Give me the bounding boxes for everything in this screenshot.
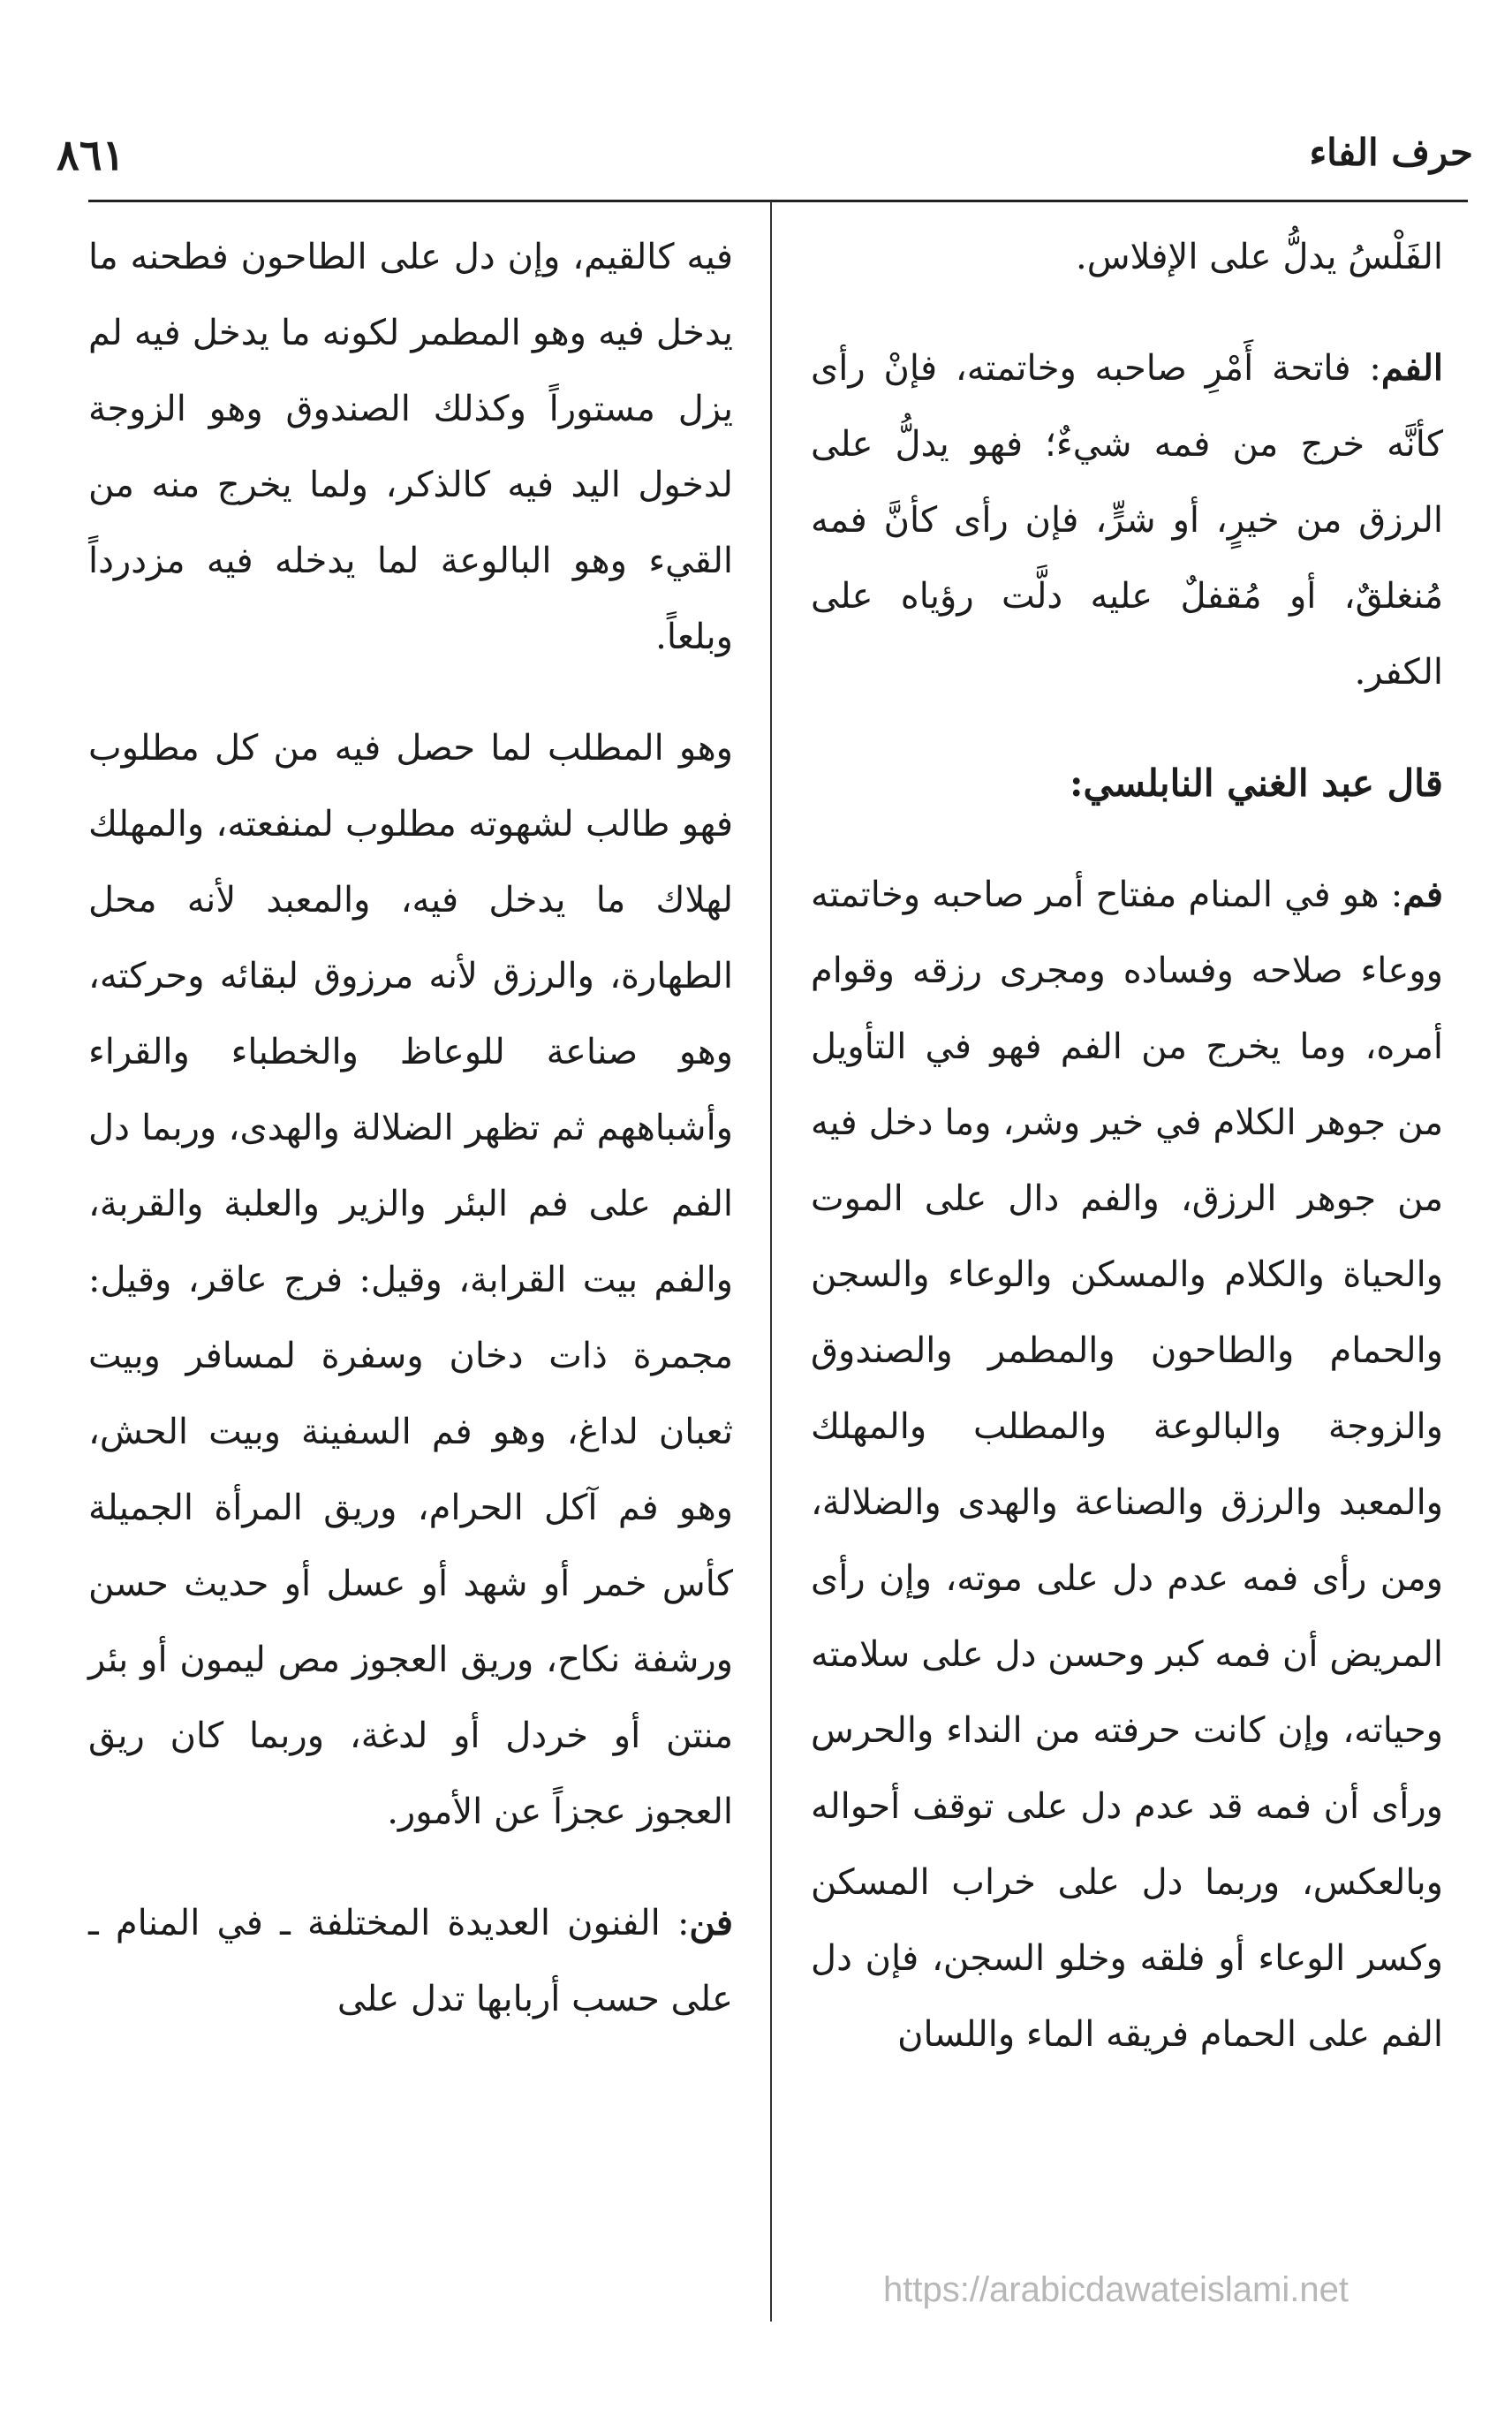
watermark-url: https://arabicdawateislami.net bbox=[883, 2270, 1349, 2309]
entry-text: : الفنون العديدة المختلفة ـ في المنام ـ على حسب أربابها تدل على bbox=[88, 1903, 733, 2019]
entry-term: الفم bbox=[1380, 347, 1443, 389]
column-divider bbox=[770, 201, 772, 2322]
paragraph: وهو المطلب لما حصل فيه من كل مطلوب فهو طالب لشهوته مطلوب لمنفعته، والمهلك لهلاك ما يدخل فيه، والمعبد لأنه محل الطهارة، والرزق لأنه مرزوق لبقائه وحركته، وهو صناعة للوعاظ والخطباء والقراء وأشباههم ثم تظهر الضلالة والهدى، وربما دل الفم على فم البئر والزير والعلبة والقربة، والفم بيت القرابة، وقيل: فرج عاقر، وقيل: مجمرة ذات دخان وسفرة لمسافر وبيت ثعبان لداغ، وهو فم السفينة وبيت الحش، وهو فم آكل الحرام، وريق المرأة الجميلة كأس خمر أو شهد أو عسل أو حديث حسن ورشفة نكاح، وريق العجوز مص ليمون أو بئر منتن أو خردل أو لدغة، وربما كان ريق العجوز عجزاً عن الأمور. bbox=[88, 728, 733, 1832]
page-number: ٨٦١ bbox=[57, 131, 125, 180]
left-column bbox=[88, 219, 733, 2072]
entry-text: : فاتحة أَمْرِ صاحبه وخاتمته، فإنْ رأى كأنَّه خرج من فمه شيءٌ؛ فهو يدلُّ على الرزق من خيرٍ، أو شرٍّ، فإن رأى كأنَّ فمه مُنغلقٌ، أو مُقفلٌ عليه دلَّت رؤياه على الكفر. bbox=[811, 348, 1443, 693]
intro-paragraph: الفَلْسُ يدلُّ على الإفلاس. bbox=[1075, 237, 1443, 277]
section-title: حرف الفاء bbox=[1309, 131, 1473, 174]
entry-fan bbox=[88, 1885, 733, 2037]
right-column bbox=[811, 219, 1443, 2108]
section-heading: قال عبد الغني النابلسي: bbox=[1070, 761, 1443, 805]
entry-al-fam bbox=[811, 330, 1443, 710]
paragraph: فيه كالقيم، وإن دل على الطاحون فطحنه ما يدخل فيه وهو المطمر لكونه ما يدخل فيه لم يزل مستوراً وكذلك الصندوق وهو الزوجة لدخول اليد فيه كالذكر، ولما يخرج منه من القيء وهو البالوعة لما يدخله فيه مزدرداً وبلعاً. bbox=[88, 237, 733, 657]
entry-term: فن bbox=[689, 1902, 733, 1943]
header-divider bbox=[88, 200, 1468, 202]
entry-text: : هو في المنام مفتاح أمر صاحبه وخاتمته ووعاء صلاحه وفساده ومجرى رزقه وقوام أمره، وما يخرج من الفم فهو في التأويل من جوهر الكلام في خير وشر، وما دخل فيه من جوهر الرزق، والفم دال على الموت والحياة والكلام والمسكن والوعاء والسجن والحمام والطاحون والمطمر والصندوق والزوجة والبالوعة والمطلب والمهلك والمعبد والرزق والصناعة والهدى والضلالة، ومن رأى فمه عدم دل على موته، وإن رأى المريض أن فمه كبر وحسن دل على سلامته وحياته، وإن كانت حرفته من النداء والحرس ورأى أن فمه قد عدم دل على توقف أحواله وبالعكس، وربما دل على خراب المسكن وكسر الوعاء أو فلقه وخلو السجن، فإن دل الفم على الحمام فريقه الماء واللسان bbox=[811, 875, 1443, 2055]
entry-term: فم bbox=[1402, 874, 1443, 915]
entry-fam bbox=[811, 857, 1443, 2072]
